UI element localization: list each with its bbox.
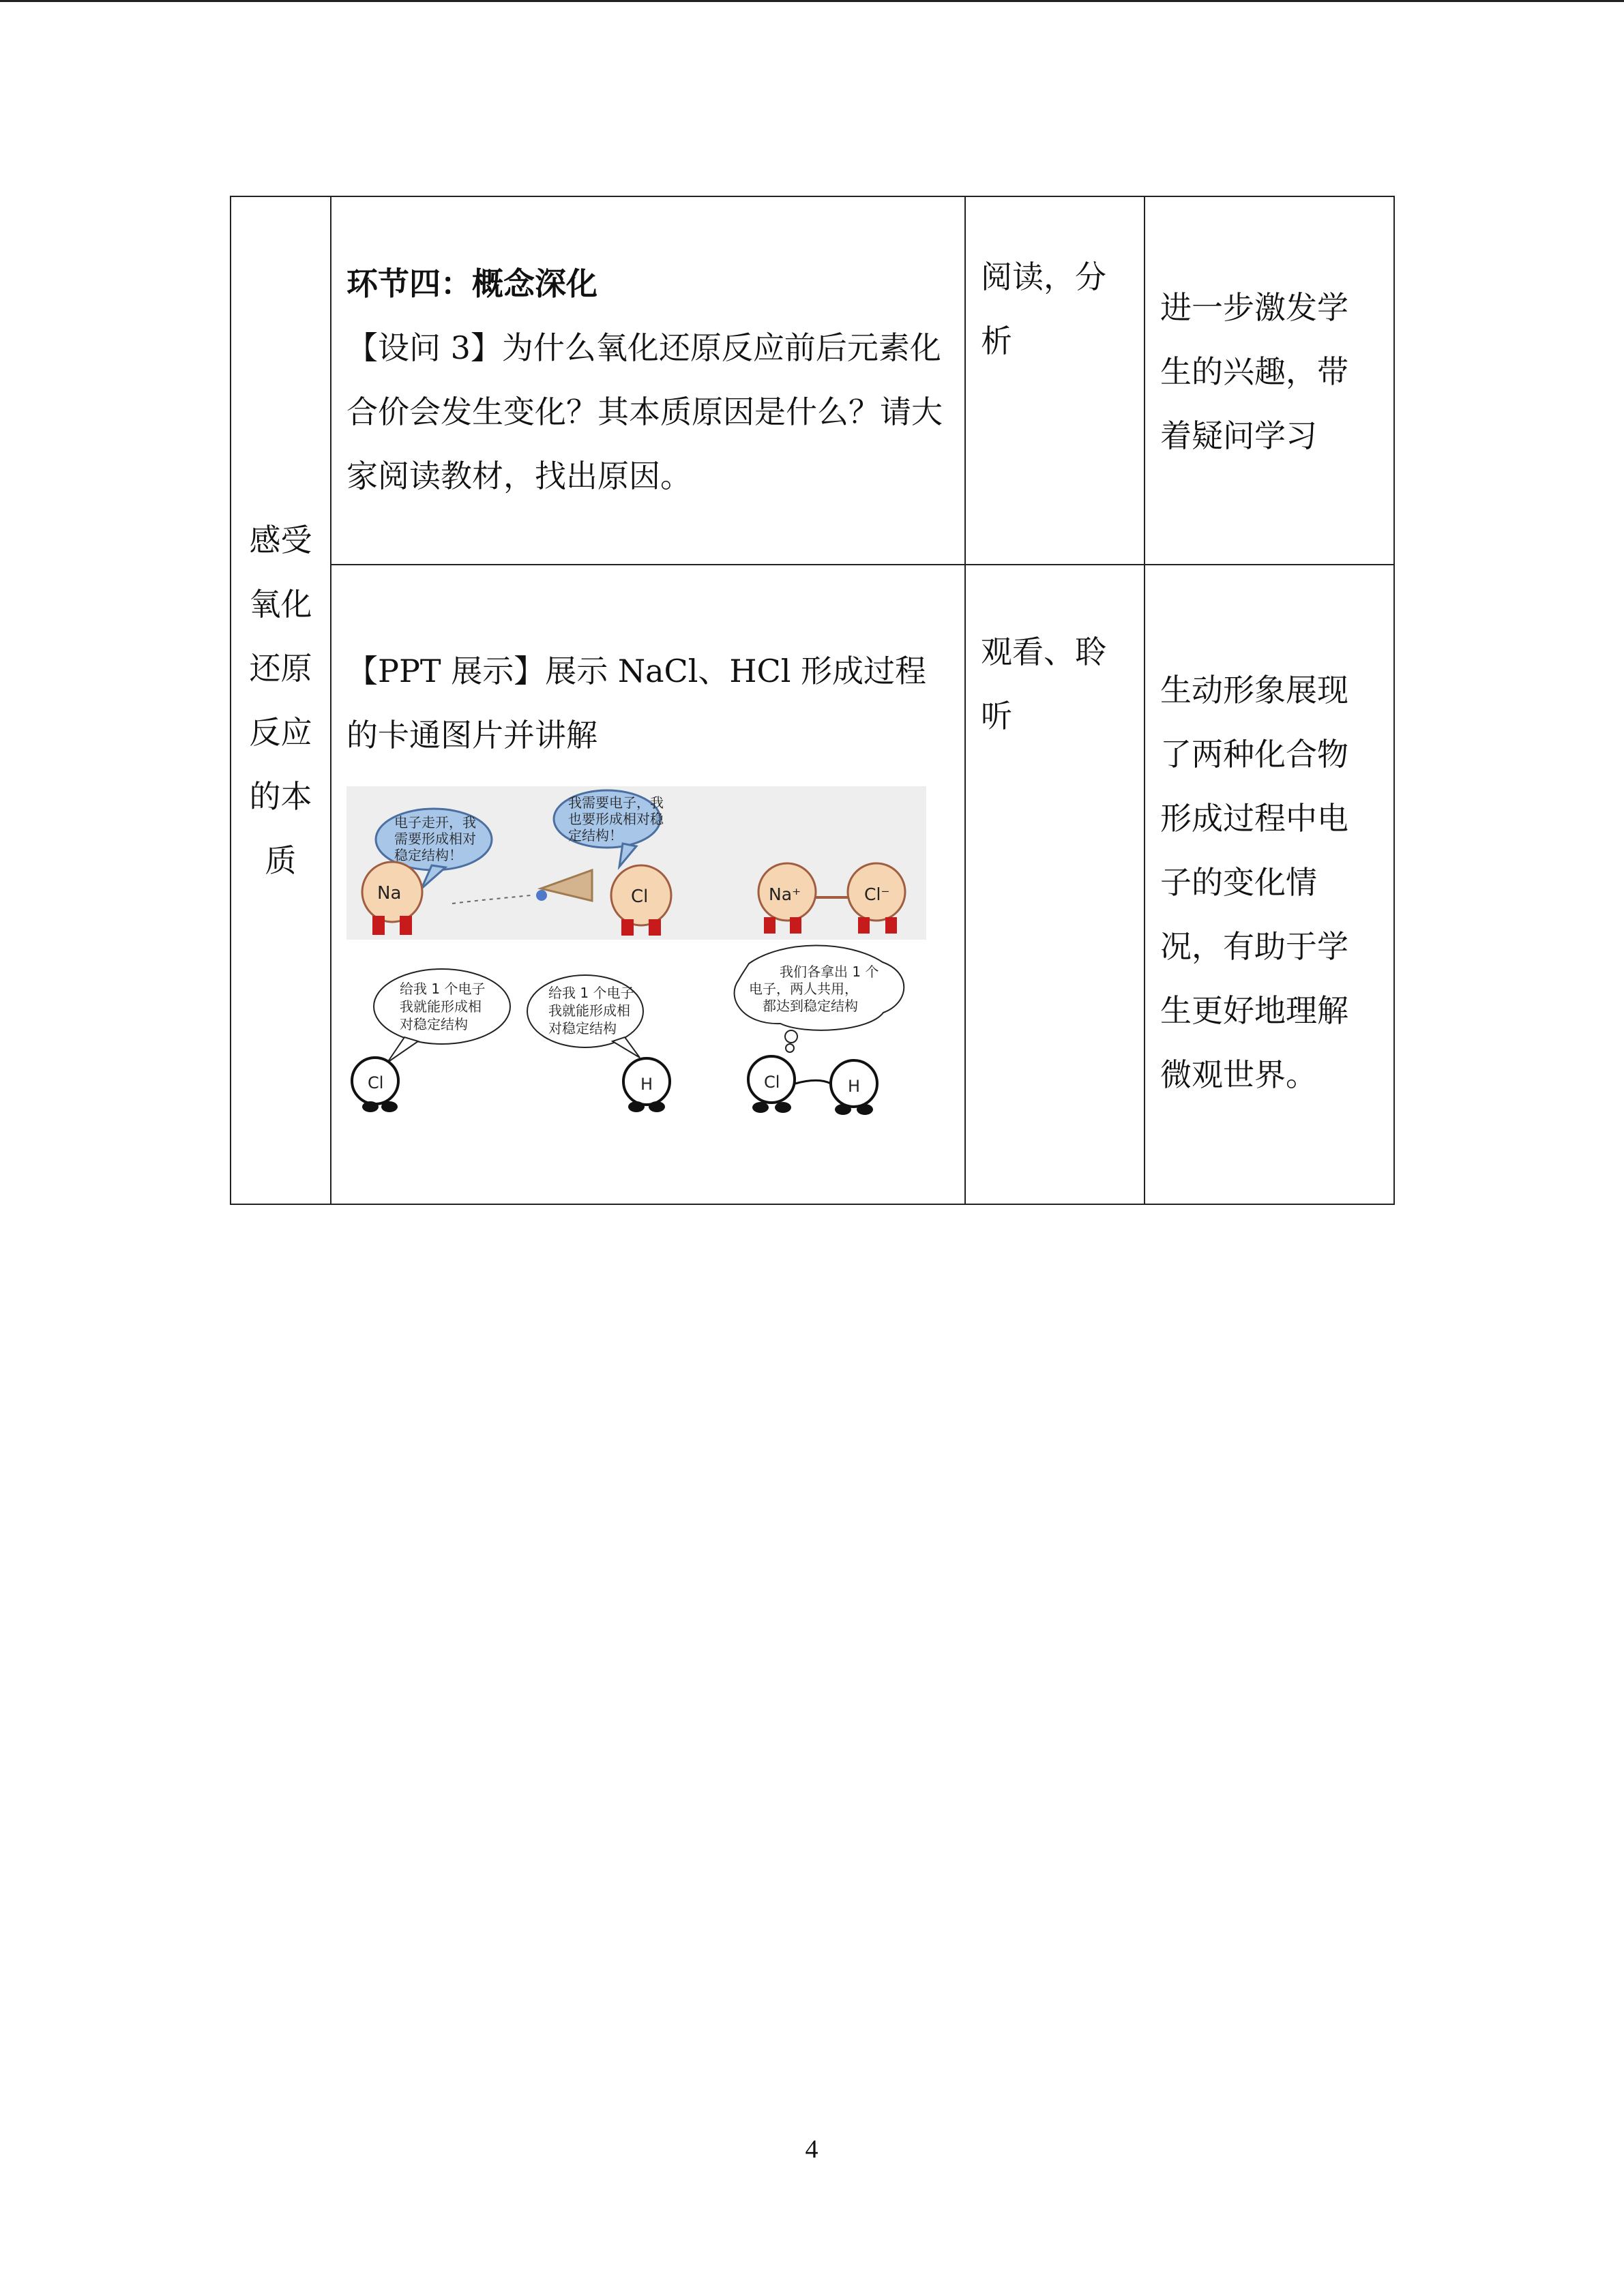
cl-right-leg <box>649 919 661 936</box>
cl-ion-left-leg <box>858 917 870 934</box>
hcl-h-bubble-line-2: 我就能形成相 <box>548 1002 630 1019</box>
na-atom-label: Na <box>377 883 402 904</box>
thought-dot-small <box>786 1044 794 1052</box>
lesson-plan-table <box>230 196 1395 1205</box>
hcl-cl-left-foot <box>362 1101 379 1112</box>
hcl-cl-bubble-line-1: 给我 1 个电子 <box>400 981 486 997</box>
content-cell-concept-deepening <box>331 196 965 565</box>
activity-text-reading: 阅读，分析 <box>981 258 1106 359</box>
na-bubble-line-2: 需要形成相对 <box>394 831 476 847</box>
stage-label: 感受氧化还原反应的本质 <box>249 522 312 879</box>
electron-icon <box>536 890 547 901</box>
na-bubble-line-3: 稳定结构！ <box>394 847 462 863</box>
page-number: 4 <box>805 2135 818 2164</box>
table-row-ppt-display <box>231 565 1394 1204</box>
shared-cl-label: Cl <box>764 1073 780 1092</box>
purpose-text-interest: 进一步激发学生的兴趣，带着疑问学习 <box>1160 289 1348 454</box>
shared-h-left-foot <box>835 1104 851 1115</box>
cl-ion-label: Cl⁻ <box>864 884 890 904</box>
content-cell-ppt-display <box>331 565 965 1204</box>
section-title: 环节四：概念深化 <box>346 265 597 302</box>
na-ion-left-leg <box>764 917 776 934</box>
hcl-h-bubble-line-1: 给我 1 个电子 <box>548 985 634 1001</box>
ppt-display-text: 【PPT 展示】展示 NaCl、HCl 形成过程的卡通图片并讲解 <box>346 653 927 754</box>
hcl-h-left-foot <box>628 1101 645 1112</box>
purpose-cell-interest <box>1145 196 1394 565</box>
table-row-concept-deepening <box>231 196 1394 565</box>
cl-bubble-line-3: 定结构！ <box>568 827 623 844</box>
cl-bubble-line-1: 我需要电子，我 <box>568 794 664 811</box>
ion-formation-illustration <box>346 786 926 1127</box>
purpose-text-visual-learning: 生动形象展现了两种化合物形成过程中电子的变化情况，有助于学生更好地理解微观世界。 <box>1160 672 1348 1093</box>
na-ion-label: Na⁺ <box>769 884 801 904</box>
hcl-cl-label: Cl <box>368 1073 384 1092</box>
shared-h-label: H <box>848 1077 861 1096</box>
cl-bubble-line-2: 也要形成相对稳 <box>568 811 664 827</box>
ion-formation-cartoon <box>346 786 926 1127</box>
shared-bubble-line-1: 我们各拿出 1 个 <box>780 964 879 980</box>
shared-cl-right-foot <box>775 1102 791 1113</box>
question-text: 【设问 3】为什么氧化还原反应前后元素化合价会发生变化？其本质原因是什么？请大家阅读教材，找出原因。 <box>346 329 943 494</box>
activity-cell-watching <box>965 565 1145 1204</box>
na-left-leg <box>372 916 385 935</box>
na-bubble-line-1: 电子走开，我 <box>394 814 476 831</box>
hcl-cl-right-foot <box>381 1101 398 1112</box>
activity-cell-reading <box>965 196 1145 565</box>
purpose-cell-visual-learning <box>1145 565 1394 1204</box>
cl-ion-right-leg <box>885 917 897 934</box>
thought-dot-large <box>785 1030 797 1043</box>
stage-cell <box>231 196 331 1204</box>
hcl-cl-bubble-line-2: 我就能形成相 <box>400 998 482 1015</box>
hcl-h-bubble-line-3: 对稳定结构 <box>548 1020 617 1037</box>
shared-bubble-line-3: 都达到稳定结构 <box>763 998 858 1014</box>
cl-atom-label: Cl <box>631 886 649 907</box>
cl-left-leg <box>621 919 634 936</box>
hcl-h-right-foot <box>649 1101 665 1112</box>
hcl-cl-bubble-line-3: 对稳定结构 <box>400 1016 468 1032</box>
shared-bubble-line-2: 电子，两人共用， <box>749 981 858 997</box>
activity-text-watching: 观看、聆听 <box>981 633 1106 734</box>
na-ion-right-leg <box>790 917 801 934</box>
top-page-rule <box>0 0 1624 2</box>
shared-cl-left-foot <box>752 1102 769 1113</box>
hcl-h-label: H <box>640 1075 653 1094</box>
na-right-leg <box>400 916 412 935</box>
shared-h-right-foot <box>857 1104 873 1115</box>
